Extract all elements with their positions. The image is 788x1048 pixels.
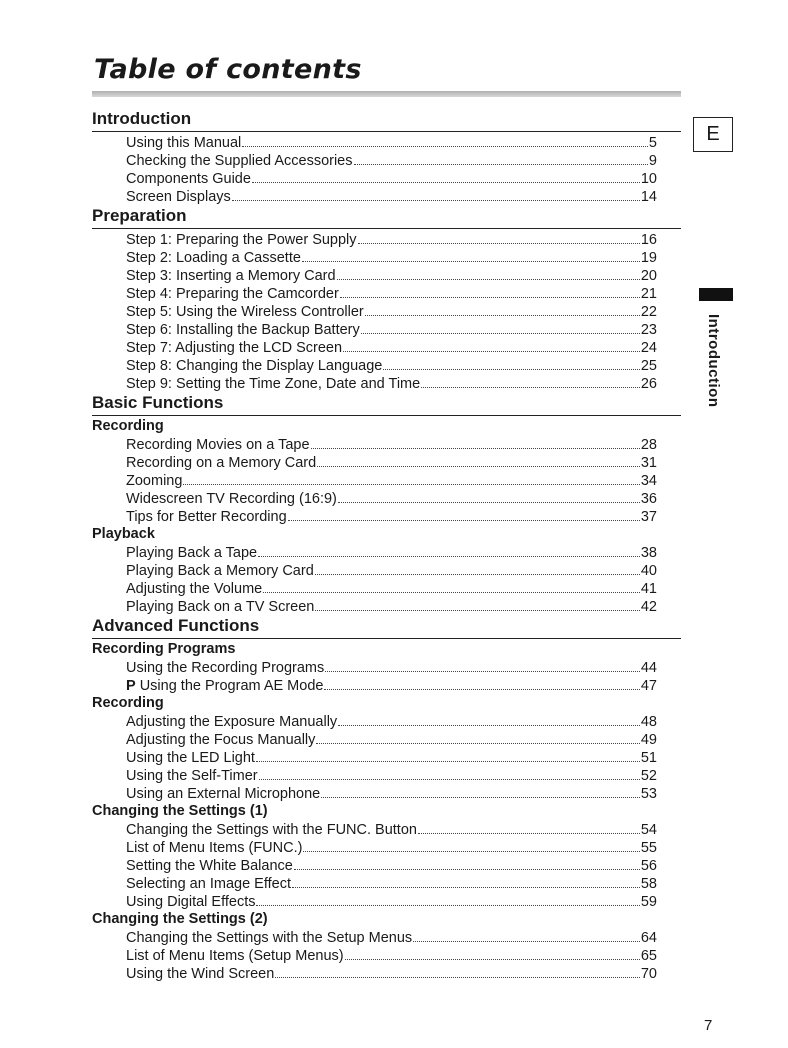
toc-entry-page: 41 <box>640 581 657 597</box>
dot-leader <box>183 471 639 485</box>
dot-leader <box>288 507 640 521</box>
toc-entry-label <box>126 857 293 875</box>
dot-leader <box>242 133 648 147</box>
dot-leader <box>292 874 640 888</box>
toc-entry-text: Adjusting the Volume <box>126 581 263 597</box>
toc-entry-text: Using the LED Light <box>126 750 255 766</box>
toc-entry-page: 23 <box>640 322 657 338</box>
toc-entry-label <box>126 454 316 472</box>
dot-leader <box>365 302 640 316</box>
toc-entry-page: 37 <box>640 509 657 525</box>
toc-entry-label <box>126 893 255 911</box>
toc-entry-page: 10 <box>640 171 657 187</box>
toc-entry-page: 9 <box>648 153 657 169</box>
toc-entry-page: 16 <box>640 232 657 248</box>
toc-entry-text: Using the Recording Programs <box>126 660 325 676</box>
toc-entry[interactable] <box>92 579 657 597</box>
toc-entry-label <box>126 357 382 375</box>
toc-entry-text: Step 8: Changing the Display Language <box>126 358 383 374</box>
toc-entry[interactable] <box>92 302 657 320</box>
toc-entry[interactable] <box>92 597 657 615</box>
toc-entry-page: 70 <box>640 966 657 982</box>
toc-entry-text: Using the Self-Timer <box>126 768 258 784</box>
toc-entry[interactable] <box>92 248 657 266</box>
subsection-heading: Changing the Settings (1) <box>92 803 268 819</box>
toc-entry-page: 36 <box>640 491 657 507</box>
section-tab-marker <box>699 288 733 301</box>
toc-entry[interactable] <box>92 784 657 802</box>
toc-entry[interactable] <box>92 435 657 453</box>
dot-leader <box>383 356 640 370</box>
toc-entry-text: Recording Movies on a Tape <box>126 437 310 453</box>
toc-entry-page: 31 <box>640 455 657 471</box>
toc-entry-label <box>126 436 310 454</box>
dot-leader <box>263 579 640 593</box>
dot-leader <box>302 248 640 262</box>
toc-entry[interactable] <box>92 169 657 187</box>
dot-leader <box>321 784 640 798</box>
toc-entry-page: 55 <box>640 840 657 856</box>
toc-entry[interactable] <box>92 964 657 982</box>
subsection-heading: Playback <box>92 526 155 542</box>
section-heading: Preparation <box>92 205 681 229</box>
toc-entry-text: List of Menu Items (FUNC.) <box>126 840 303 856</box>
toc-entry-label <box>126 677 323 695</box>
toc-entry-text: Zooming <box>126 473 183 489</box>
toc-entry-label <box>126 947 344 965</box>
side-tab-label: Introduction <box>705 314 722 408</box>
toc-entry[interactable] <box>92 676 657 694</box>
page-number: 7 <box>704 1017 713 1034</box>
dot-leader <box>361 320 640 334</box>
toc-entry-label <box>126 544 257 562</box>
toc-entry-page: 14 <box>640 189 657 205</box>
toc-entry-label <box>126 839 302 857</box>
toc-entry-text: Adjusting the Focus Manually <box>126 732 316 748</box>
toc-entry-label <box>126 731 315 749</box>
toc-entry-text: Playing Back a Tape <box>126 545 258 561</box>
dot-leader <box>421 374 640 388</box>
dot-leader <box>337 266 640 280</box>
dot-leader <box>345 946 640 960</box>
toc-entry-page: 51 <box>640 750 657 766</box>
toc-entry[interactable] <box>92 658 657 676</box>
toc-entry[interactable] <box>92 561 657 579</box>
toc-entry-text: Using the Program AE Mode <box>135 678 324 694</box>
toc-entry[interactable] <box>92 856 657 874</box>
toc-entry-text: Checking the Supplied Accessories <box>126 153 353 169</box>
toc-entry-page: 24 <box>640 340 657 356</box>
toc-entry-text: Using this Manual <box>126 135 242 151</box>
dot-leader <box>294 856 640 870</box>
toc-entry-text: Using an External Microphone <box>126 786 321 802</box>
toc-entry-label <box>126 965 274 983</box>
toc-entry-label <box>126 785 320 803</box>
toc-entry[interactable] <box>92 266 657 284</box>
toc-entry-text: Step 6: Installing the Backup Battery <box>126 322 360 338</box>
program-mode-symbol: P <box>126 678 136 694</box>
toc-entry[interactable] <box>92 928 657 946</box>
toc-entry-page: 28 <box>640 437 657 453</box>
subsection-heading: Changing the Settings (2) <box>92 911 268 927</box>
toc-entry-text: Setting the White Balance <box>126 858 293 874</box>
toc-entry-page: 48 <box>640 714 657 730</box>
dot-leader <box>259 766 640 780</box>
toc-entry-text: Step 4: Preparing the Camcorder <box>126 286 339 302</box>
dot-leader <box>316 730 639 744</box>
toc-entry-label <box>126 188 231 206</box>
toc-entry-label <box>126 170 251 188</box>
toc-entry-page: 44 <box>640 660 657 676</box>
toc-entry-label <box>126 472 182 490</box>
dot-leader <box>338 712 640 726</box>
toc-entry-text: Step 9: Setting the Time Zone, Date and Time <box>126 376 421 392</box>
toc-entry-label <box>126 303 364 321</box>
toc-entry-text: Playing Back on a TV Screen <box>126 599 315 615</box>
dot-leader <box>315 561 640 575</box>
toc-entry-label <box>126 875 291 893</box>
toc-entry[interactable] <box>92 320 657 338</box>
language-badge: E <box>693 117 733 152</box>
toc-entry-text: Selecting an Image Effect <box>126 876 291 892</box>
toc-entry-text: Screen Displays <box>126 189 231 205</box>
toc-entry[interactable] <box>92 133 657 151</box>
toc-entry-page: 26 <box>640 376 657 392</box>
toc-entry-page: 34 <box>640 473 657 489</box>
toc-entry-page: 22 <box>640 304 657 320</box>
toc-entry-text: Using Digital Effects <box>126 894 256 910</box>
toc-entry-text: Step 5: Using the Wireless Controller <box>126 304 364 320</box>
toc-entry[interactable] <box>92 489 657 507</box>
subsection-heading: Recording <box>92 695 164 711</box>
toc-entry-page: 59 <box>640 894 657 910</box>
toc-entry[interactable] <box>92 946 657 964</box>
toc-entry-label <box>126 339 342 357</box>
toc-entry-label <box>126 249 301 267</box>
toc-entry[interactable] <box>92 151 657 169</box>
toc-entry-label <box>126 267 336 285</box>
toc-entry-label <box>126 321 360 339</box>
dot-leader <box>324 676 639 690</box>
toc-entry-text: Playing Back a Memory Card <box>126 563 314 579</box>
toc-entry-page: 54 <box>640 822 657 838</box>
dot-leader <box>303 838 639 852</box>
toc-entry-page: 47 <box>640 678 657 694</box>
toc-entry-page: 19 <box>640 250 657 266</box>
toc-entry[interactable] <box>92 820 657 838</box>
toc-entry-page: 25 <box>640 358 657 374</box>
toc-entry-label <box>126 929 412 947</box>
toc-entry[interactable] <box>92 284 657 302</box>
toc-entry-label <box>126 134 241 152</box>
toc-entry-text: Adjusting the Exposure Manually <box>126 714 338 730</box>
dot-leader <box>338 489 640 503</box>
toc-entry-label <box>126 231 357 249</box>
toc-entry-label <box>126 767 258 785</box>
toc-entry-text: List of Menu Items (Setup Menus) <box>126 948 344 964</box>
dot-leader <box>413 928 640 942</box>
dot-leader <box>232 187 640 201</box>
toc-entry-label <box>126 713 337 731</box>
toc-entry-label <box>126 749 255 767</box>
toc-entry-page: 38 <box>640 545 657 561</box>
dot-leader <box>418 820 640 834</box>
dot-leader <box>358 230 640 244</box>
dot-leader <box>354 151 648 165</box>
toc-entry[interactable] <box>92 356 657 374</box>
toc-entry[interactable] <box>92 453 657 471</box>
dot-leader <box>275 964 640 978</box>
toc-entry-text: Tips for Better Recording <box>126 509 287 525</box>
toc-entry[interactable] <box>92 507 657 525</box>
toc-entry[interactable] <box>92 892 657 910</box>
toc-entry[interactable] <box>92 374 657 392</box>
dot-leader <box>315 597 640 611</box>
toc-entry-label <box>126 152 353 170</box>
dot-leader <box>311 435 640 449</box>
toc-entry-text: Components Guide <box>126 171 251 187</box>
toc-entry-text: Step 1: Preparing the Power Supply <box>126 232 357 248</box>
toc-entry-page: 40 <box>640 563 657 579</box>
toc-entry-text: Changing the Settings with the Setup Menus <box>126 930 413 946</box>
toc-entry-label <box>126 490 337 508</box>
toc-entry-label <box>126 821 417 839</box>
subsection-heading: Recording <box>92 418 164 434</box>
toc-entry-text: Step 3: Inserting a Memory Card <box>126 268 336 284</box>
page-title: Table of contents <box>94 54 362 85</box>
dot-leader <box>340 284 640 298</box>
toc-entry[interactable] <box>92 471 657 489</box>
toc-entry[interactable] <box>92 712 657 730</box>
toc-entry-label <box>126 508 287 526</box>
toc-entry[interactable] <box>92 766 657 784</box>
toc-entry-text: Step 2: Loading a Cassette <box>126 250 301 266</box>
toc-entry-page: 5 <box>648 135 657 151</box>
toc-entry-page: 49 <box>640 732 657 748</box>
section-heading: Advanced Functions <box>92 615 681 639</box>
toc-entry-label <box>126 285 339 303</box>
toc-entry-page: 65 <box>640 948 657 964</box>
toc-entry-label <box>126 598 314 616</box>
toc-entry-label <box>126 580 262 598</box>
toc-entry[interactable] <box>92 187 657 205</box>
section-heading: Introduction <box>92 108 681 132</box>
toc-entry-text: Changing the Settings with the FUNC. Button <box>126 822 417 838</box>
table-of-contents <box>92 108 681 982</box>
toc-entry-page: 42 <box>640 599 657 615</box>
toc-entry-page: 20 <box>640 268 657 284</box>
dot-leader <box>317 453 640 467</box>
toc-entry-text: Recording on a Memory Card <box>126 455 317 471</box>
dot-leader <box>258 543 640 557</box>
subsection-heading: Recording Programs <box>92 641 236 657</box>
dot-leader <box>256 748 640 762</box>
dot-leader <box>252 169 640 183</box>
toc-entry-label <box>126 562 314 580</box>
toc-entry-label <box>126 375 420 393</box>
toc-entry[interactable] <box>92 230 657 248</box>
toc-entry-page: 52 <box>640 768 657 784</box>
dot-leader <box>325 658 640 672</box>
dot-leader <box>256 892 639 906</box>
title-underline-bar <box>92 91 681 97</box>
toc-entry[interactable] <box>92 838 657 856</box>
toc-entry-page: 56 <box>640 858 657 874</box>
toc-entry-page: 58 <box>640 876 657 892</box>
toc-entry[interactable] <box>92 748 657 766</box>
toc-entry-page: 53 <box>640 786 657 802</box>
toc-entry[interactable] <box>92 874 657 892</box>
toc-entry-page: 64 <box>640 930 657 946</box>
toc-entry[interactable] <box>92 338 657 356</box>
toc-entry-text: Using the Wind Screen <box>126 966 275 982</box>
toc-entry[interactable] <box>92 543 657 561</box>
toc-entry-label <box>126 659 324 677</box>
toc-entry-text: Step 7: Adjusting the LCD Screen <box>126 340 343 356</box>
toc-entry[interactable] <box>92 730 657 748</box>
dot-leader <box>343 338 640 352</box>
toc-entry-page: 21 <box>640 286 657 302</box>
toc-entry-text: Widescreen TV Recording (16:9) <box>126 491 337 507</box>
section-heading: Basic Functions <box>92 392 681 416</box>
